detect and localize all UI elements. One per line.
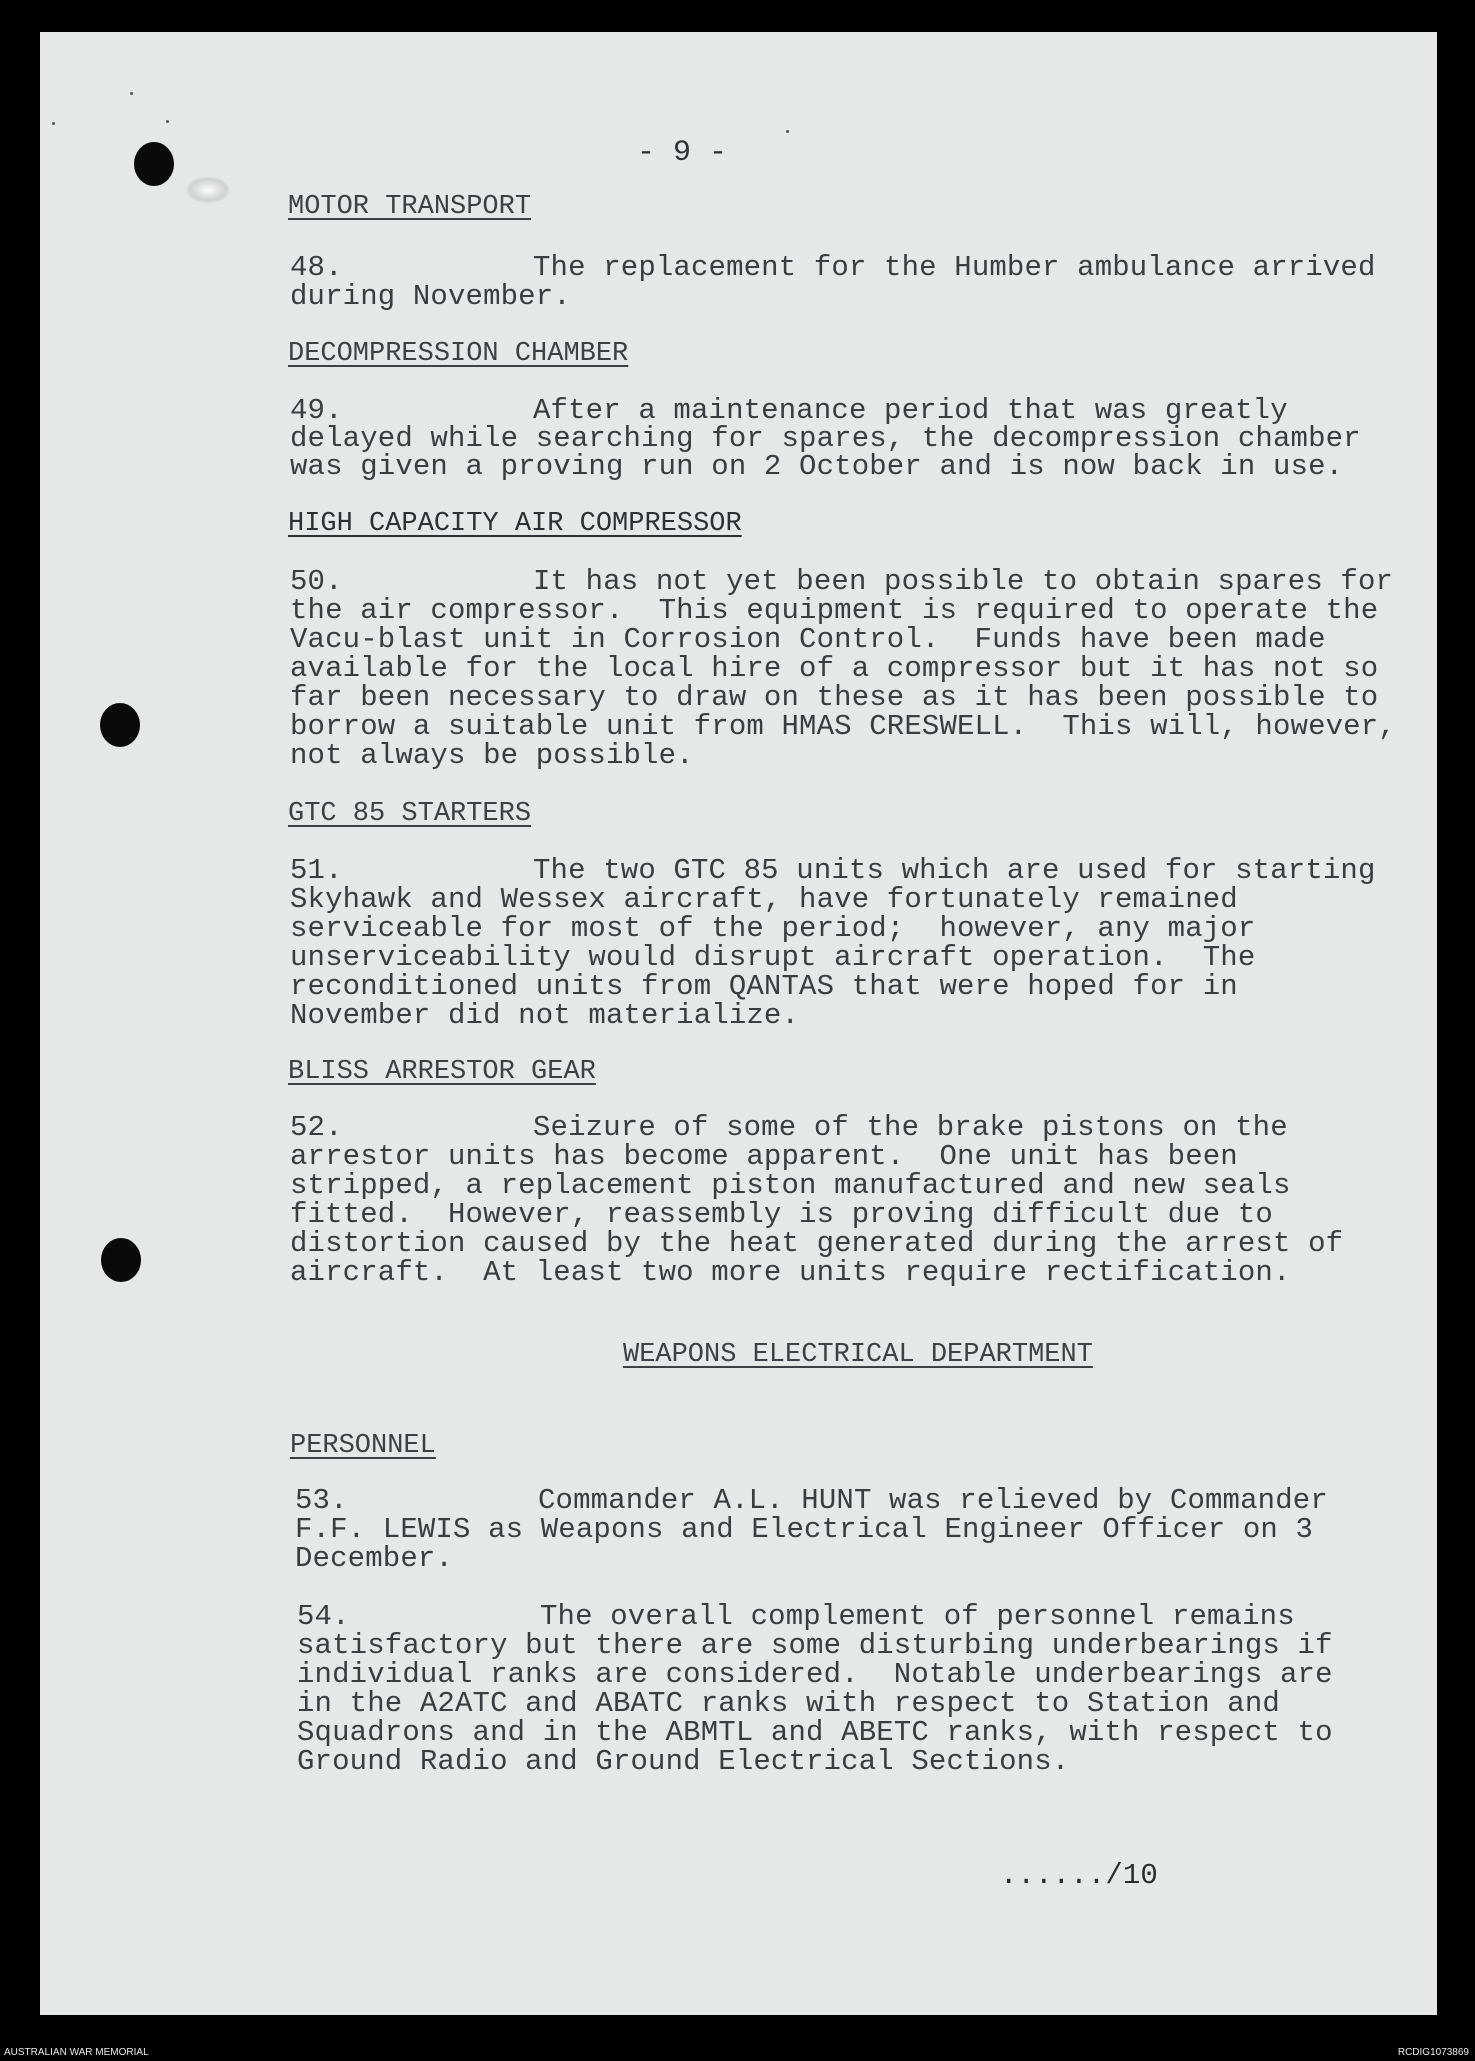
section-heading-gtc-85-starters: GTC 85 STARTERS	[288, 799, 532, 829]
paragraph-line: was given a proving run on 2 October and is now back in use.	[290, 450, 1344, 483]
archive-credit: AUSTRALIAN WAR MEMORIAL	[4, 2047, 149, 2058]
paragraph-number: 52.	[290, 1111, 343, 1144]
paragraph-line: satisfactory but there are some disturbing underbearings if	[297, 1629, 1333, 1662]
paper-speck	[786, 130, 789, 133]
paper-crease	[185, 176, 231, 204]
punch-hole-top	[134, 142, 174, 186]
punch-hole-middle	[100, 703, 140, 747]
paragraph-line: Seizure of some of the brake pistons on the	[533, 1111, 1288, 1144]
paragraph-line: far been necessary to draw on these as it has been possible to	[290, 681, 1379, 714]
paragraph-line: serviceable for most of the period; however, any major	[290, 912, 1256, 945]
paragraph-line: distortion caused by the heat generated during the arrest of	[290, 1227, 1344, 1260]
paragraph-line: Vacu-blast unit in Corrosion Control. Funds have been made	[290, 623, 1326, 656]
paragraph-line: the air compressor. This equipment is required to operate the	[290, 594, 1379, 627]
paragraph-number: 48.	[290, 251, 343, 284]
paragraph-number: 53.	[295, 1484, 348, 1517]
paragraph-line: reconditioned units from QANTAS that were hoped for in	[290, 970, 1238, 1003]
section-heading-air-compressor: HIGH CAPACITY AIR COMPRESSOR	[288, 509, 742, 539]
paragraph-line: not always be possible.	[290, 739, 694, 772]
paragraph-number: 51.	[290, 854, 343, 887]
paragraph-line: individual ranks are considered. Notable underbearings are	[297, 1658, 1333, 1691]
paragraph-line: The replacement for the Humber ambulance arrived	[533, 251, 1376, 284]
paper-speck	[52, 122, 55, 125]
paragraph-number: 50.	[290, 565, 343, 598]
paragraph-line: Ground Radio and Ground Electrical Sections.	[297, 1745, 1070, 1778]
paragraph-number: 54.	[297, 1600, 350, 1633]
paragraph-line: It has not yet been possible to obtain spares for	[533, 565, 1394, 598]
paragraph-number: 49.	[290, 394, 343, 427]
section-heading-bliss-arrestor-gear: BLISS ARRESTOR GEAR	[288, 1057, 596, 1087]
paragraph-line: borrow a suitable unit from HMAS CRESWELL. This will, however,	[290, 710, 1396, 743]
section-heading-personnel: PERSONNEL	[290, 1431, 436, 1461]
paragraph-line: F.F. LEWIS as Weapons and Electrical Engineer Officer on 3	[295, 1513, 1314, 1546]
paragraph-line: available for the local hire of a compressor but it has not so	[290, 652, 1379, 685]
punch-hole-bottom	[101, 1238, 141, 1282]
continuation-marker: ....../10	[1000, 1859, 1158, 1892]
paragraph-line: fitted. However, reassembly is proving difficult due to	[290, 1198, 1273, 1231]
paragraph-line: The overall complement of personnel remains	[540, 1600, 1295, 1633]
paper-speck	[130, 92, 133, 95]
paragraph-line: during November.	[290, 280, 571, 313]
paragraph-line: December.	[295, 1542, 453, 1575]
paragraph-line: arrestor units has become apparent. One unit has been	[290, 1140, 1238, 1173]
section-heading-motor-transport: MOTOR TRANSPORT	[288, 192, 532, 222]
paragraph-line: stripped, a replacement piston manufactured and new seals	[290, 1169, 1291, 1202]
paragraph-line: unserviceability would disrupt aircraft operation. The	[290, 941, 1256, 974]
paragraph-line: November did not materialize.	[290, 999, 800, 1032]
page-number: - 9 -	[637, 136, 728, 170]
paragraph-line: After a maintenance period that was greatly	[533, 394, 1288, 427]
paragraph-line: Skyhawk and Wessex aircraft, have fortunately remained	[290, 883, 1238, 916]
archive-reference: RCDIG1073869	[1397, 2047, 1469, 2058]
paragraph-line: aircraft. At least two more units require rectification.	[290, 1256, 1291, 1289]
paragraph-line: Squadrons and in the ABMTL and ABETC ranks, with respect to	[297, 1716, 1333, 1749]
paragraph-line: Commander A.L. HUNT was relieved by Commander	[538, 1484, 1328, 1517]
paragraph-line: The two GTC 85 units which are used for starting	[533, 854, 1376, 887]
paragraph-line: delayed while searching for spares, the decompression chamber	[290, 422, 1361, 455]
paragraph-line: in the A2ATC and ABATC ranks with respect to Station and	[297, 1687, 1280, 1720]
paper-speck	[166, 120, 169, 123]
department-heading: WEAPONS ELECTRICAL DEPARTMENT	[623, 1340, 1093, 1370]
section-heading-decompression-chamber: DECOMPRESSION CHAMBER	[288, 339, 629, 369]
